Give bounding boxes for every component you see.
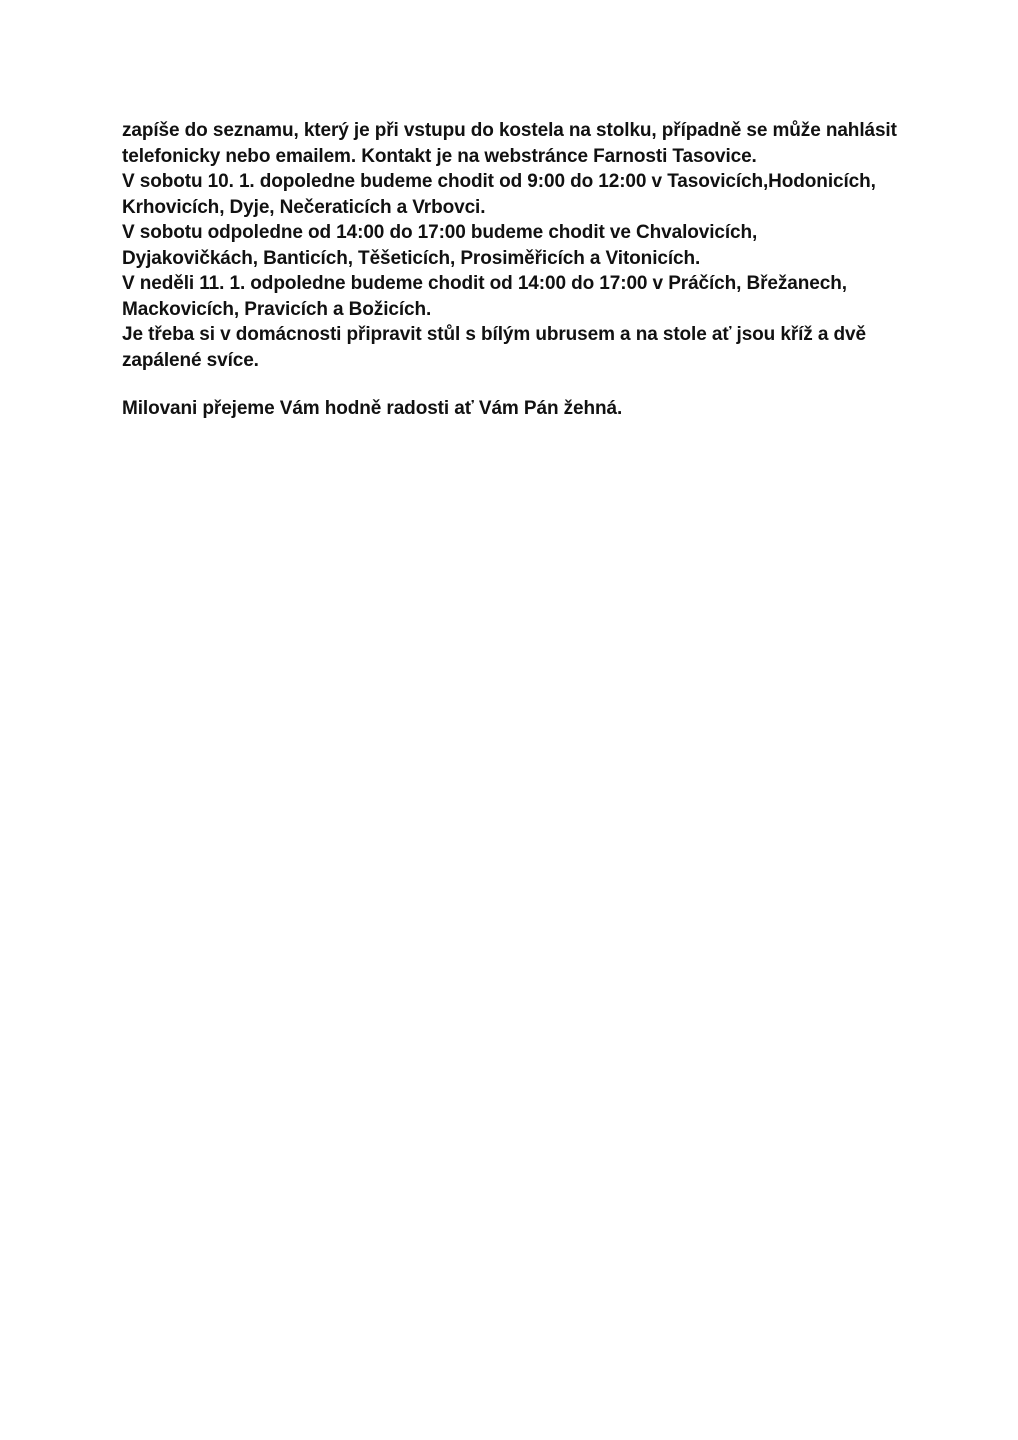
text-line: zapíše do seznamu, který je při vstupu do kostela na stolku, případně se může nahlásit [122, 120, 897, 141]
text-line: Je třeba si v domácnosti připravit stůl s bílým ubrusem a na stole ať jsou kříž a dvě [122, 324, 866, 345]
body-text-block [122, 118, 922, 373]
text-line: telefonicky nebo emailem. Kontakt je na webstránce Farnosti Tasovice. [122, 145, 757, 167]
text-line: Krhovicích, Dyje, Nečeraticích a Vrbovci. [122, 196, 486, 218]
text-line: V sobotu odpoledne od 14:00 do 17:00 budeme chodit ve Chvalovicích, [122, 222, 758, 243]
text-line: Mackovicích, Pravicích a Božicích. [122, 298, 432, 320]
closing-line: Milovani přejeme Vám hodně radosti ať Vám Pán žehná. [122, 398, 623, 419]
text-line: Dyjakovičkách, Banticích, Těšeticích, Prosiměřicích a Vitonicích. [122, 247, 701, 269]
closing-text-block [122, 396, 922, 422]
text-line: V neděli 11. 1. odpoledne budeme chodit od 14:00 do 17:00 v Práčích, Břežanech, [122, 273, 847, 294]
text-line: V sobotu 10. 1. dopoledne budeme chodit od 9:00 do 12:00 v Tasovicích,Hodonicích, [122, 171, 876, 192]
text-line: zapálené svíce. [122, 349, 259, 371]
